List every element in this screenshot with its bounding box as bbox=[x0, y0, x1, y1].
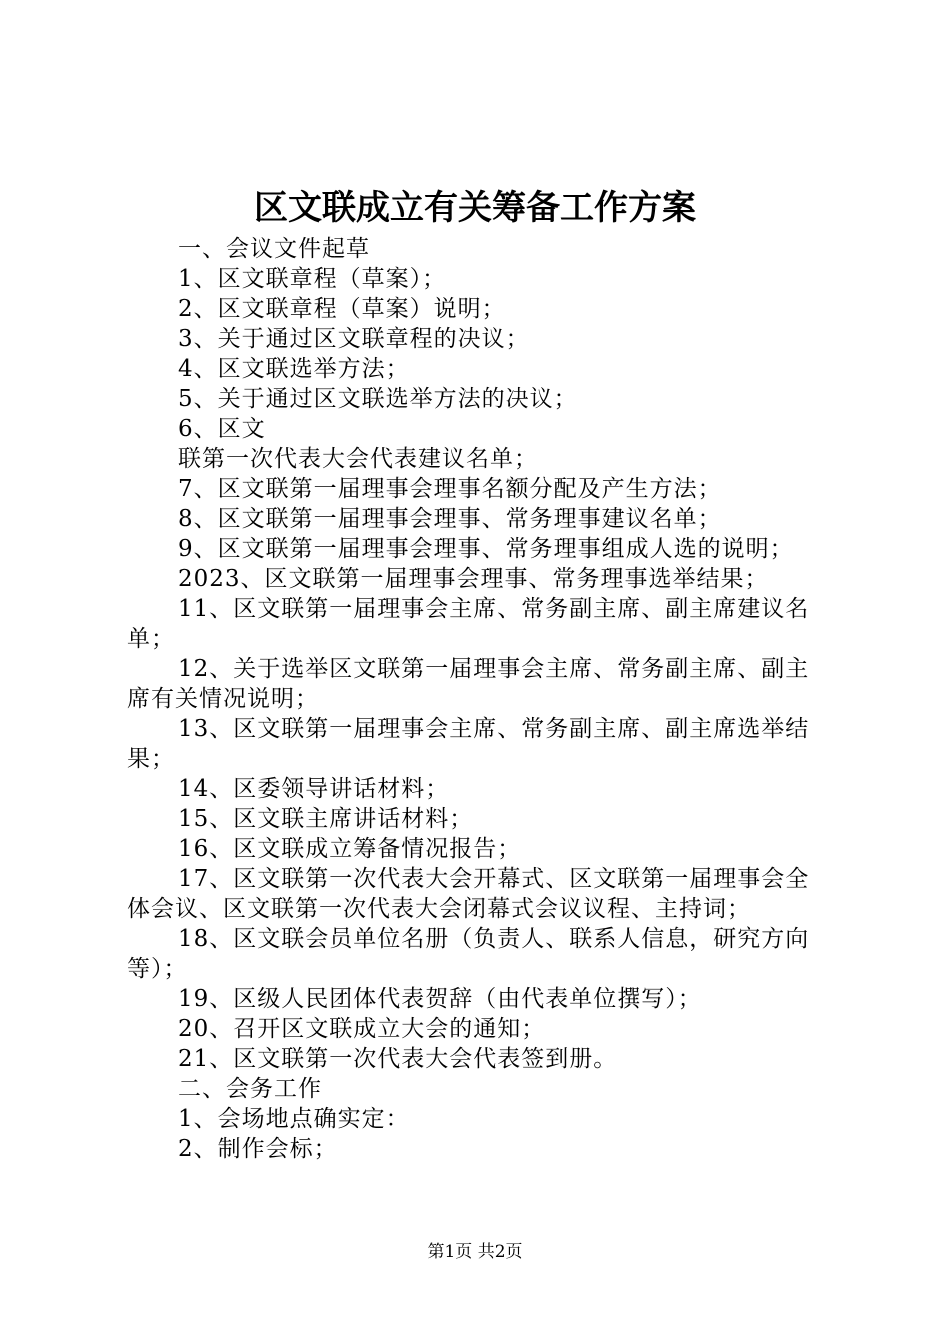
list-item: 8、区文联第一届理事会理事、常务理事建议名单； bbox=[178, 506, 722, 532]
list-item: 1、会场地点确实定： bbox=[178, 1106, 410, 1132]
list-item: 11、区文联第一届理事会主席、常务副主席、副主席建议名 bbox=[178, 596, 810, 622]
list-item: 7、区文联第一届理事会理事名额分配及产生方法； bbox=[178, 476, 722, 502]
list-item: 1、区文联章程（草案）； bbox=[178, 266, 447, 292]
list-item-continuation: 单； bbox=[127, 626, 175, 652]
list-item: 13、区文联第一届理事会主席、常务副主席、副主席选举结 bbox=[178, 716, 810, 742]
list-item: 4、区文联选举方法； bbox=[178, 356, 410, 382]
list-item-continuation: 席有关情况说明； bbox=[127, 686, 319, 712]
list-item: 2、区文联章程（草案）说明； bbox=[178, 296, 506, 322]
list-item: 20、召开区文联成立大会的通知； bbox=[178, 1016, 546, 1042]
document-title: 区文联成立有关筹备工作方案 bbox=[254, 188, 696, 228]
list-item: 12、关于选举区文联第一届理事会主席、常务副主席、副主 bbox=[178, 656, 810, 682]
page-footer: 第1页 共2页 bbox=[427, 1242, 523, 1262]
document-body bbox=[127, 234, 835, 1164]
list-item: 9、区文联第一届理事会理事、常务理事组成人选的说明； bbox=[178, 536, 794, 562]
list-item: 19、区级人民团体代表贺辞（由代表单位撰写）； bbox=[178, 986, 702, 1012]
list-item: 2023、区文联第一届理事会理事、常务理事选举结果； bbox=[178, 566, 769, 592]
list-item-continuation: 联第一次代表大会代表建议名单； bbox=[178, 446, 538, 472]
section-heading: 一、会议文件起草 bbox=[178, 236, 370, 262]
list-item: 6、区文 bbox=[178, 416, 266, 442]
list-item: 16、区文联成立筹备情况报告； bbox=[178, 836, 522, 862]
list-item: 5、关于通过区文联选举方法的决议； bbox=[178, 386, 578, 412]
list-item: 2、制作会标； bbox=[178, 1136, 338, 1162]
list-item-continuation: 体会议、区文联第一次代表大会闭幕式会议议程、主持词； bbox=[127, 896, 751, 922]
section-heading: 二、会务工作 bbox=[178, 1076, 322, 1102]
list-item: 15、区文联主席讲话材料； bbox=[178, 806, 474, 832]
list-item: 18、区文联会员单位名册（负责人、联系人信息，研究方向 bbox=[178, 926, 810, 952]
list-item: 3、关于通过区文联章程的决议； bbox=[178, 326, 530, 352]
list-item: 17、区文联第一次代表大会开幕式、区文联第一届理事会全 bbox=[178, 866, 810, 892]
list-item: 21、区文联第一次代表大会代表签到册。 bbox=[178, 1046, 618, 1072]
list-item-continuation: 果； bbox=[127, 746, 175, 772]
list-item: 14、区委领导讲话材料； bbox=[178, 776, 450, 802]
list-item-continuation: 等）； bbox=[127, 956, 188, 982]
